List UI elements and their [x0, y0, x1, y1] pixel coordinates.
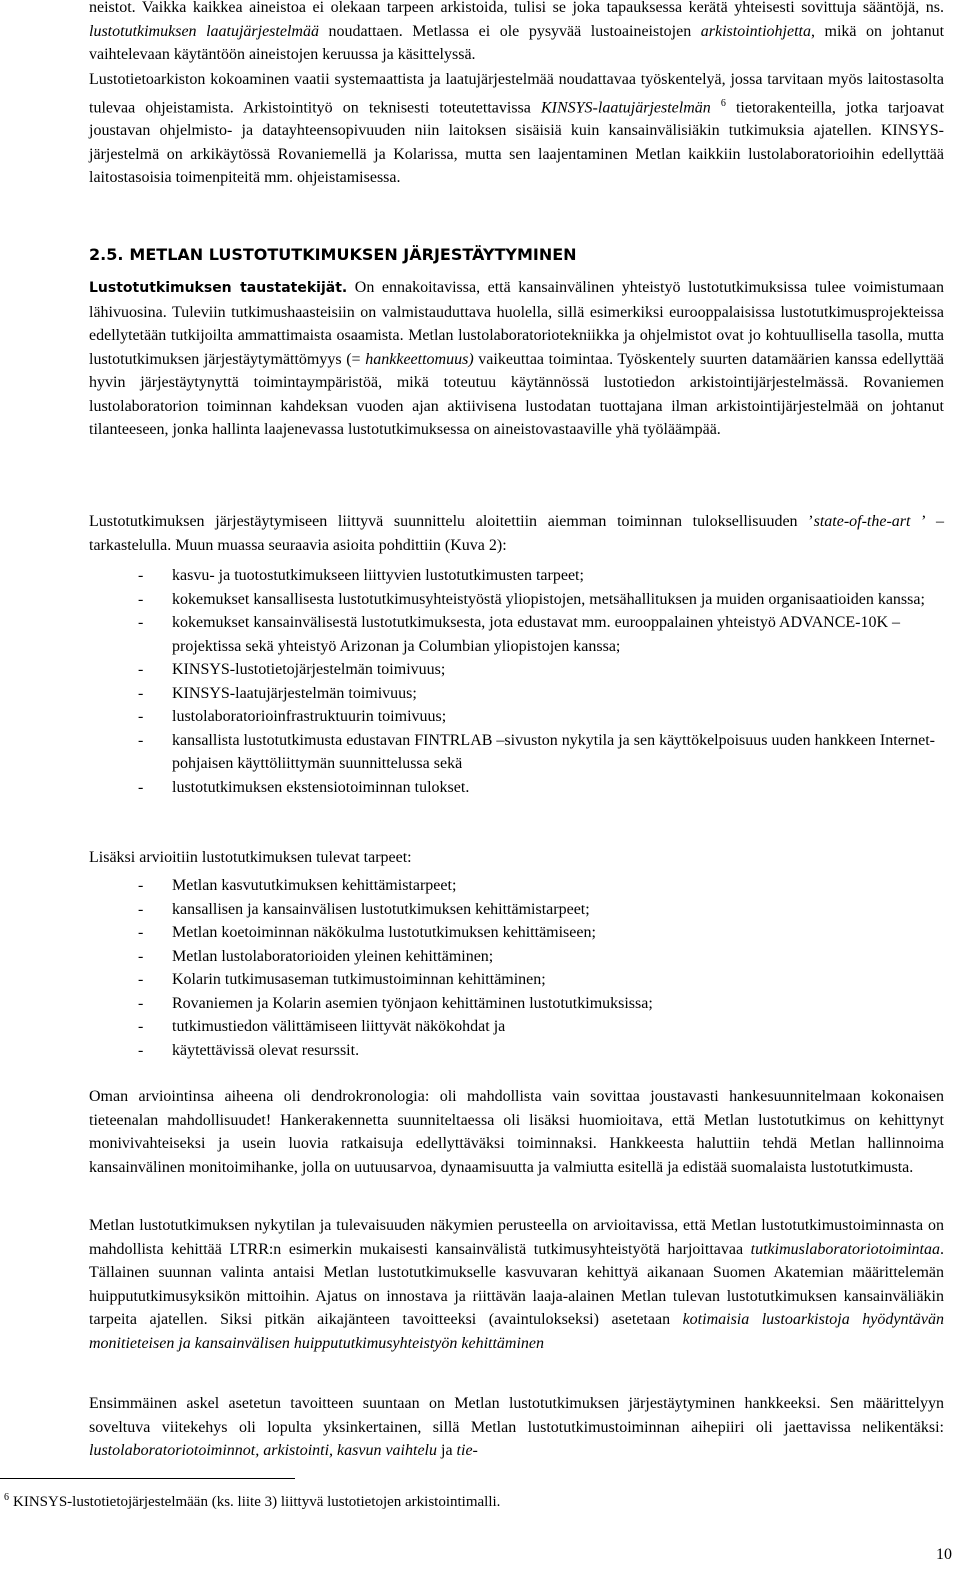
background-emphasis: hankkeettomuus): [365, 350, 474, 368]
first-step-text: Ensimmäinen askel asetetun tavoitteen suuntaan on Metlan lustotutkimuksen järjestäytyminen hankkeeksi. Sen määrittelyyn soveltuva viitekehys oli lopulta yksinkertainen, sillä Metlan lustotutkimustoiminnan aihepiiri oli jaettavissa nelikentäksi:: [89, 1395, 944, 1436]
list-item: - lustolaboratorioinfrastruktuurin toimivuus;: [138, 705, 938, 729]
list-item: - Rovaniemen ja Kolarin asemien työnjaon kehittäminen lustotutkimuksissa;: [138, 992, 938, 1016]
list-item: - KINSYS-laatujärjestelmän toimivuus;: [138, 682, 938, 706]
list-item: - kokemukset kansallisesta lustotutkimusyhteistyöstä yliopistojen, metsähallituksen ja muiden organisaatioiden kanssa;: [138, 588, 938, 612]
list-item: - Metlan lustolaboratorioiden yleinen kehittäminen;: [138, 945, 938, 969]
needs-list: [138, 874, 938, 1062]
intro-emphasis: lustotutkimuksen laatujärjestelmää: [89, 22, 319, 40]
intro-text-b: noudattaen. Metlassa ei ole pysyvää lustoaineistojen: [328, 22, 692, 40]
footnote-ref: 6: [720, 97, 726, 109]
planning-text: Lustotutkimuksen järjestäytymiseen liittyvä suunnittelu aloitettiin aiemman toiminnan tuloksellisuuden ’: [89, 513, 814, 530]
first-step-emphasis-2: tie-: [456, 1442, 478, 1459]
first-step-text-b: ja: [441, 1442, 453, 1459]
future-text-b: . Tällainen suunnan valinta antaisi Metlan lustotutkimukselle kasvuvaran kehittyä aikanaan Suomen Akatemian määrittelemän huippututkimusyksikön mittoihin. Ajatus on innostava ja riittävän laaja-alainen Metlan tulevan lustotutkimuksen kansainväliäkin tarpeita ajatellen. Siksi pitkän aikajänteen tavoitteeksi (avaintulokseksi) asetetaan: [89, 1240, 944, 1328]
list-item: - Metlan kasvututkimuksen kehittämistarpeet;: [138, 874, 938, 898]
planning-paragraph: [89, 510, 944, 557]
first-step-paragraph: [89, 1392, 944, 1463]
section-number: 2.5.: [89, 245, 124, 264]
footnote-marker: 6: [4, 1492, 9, 1503]
kinsys-emphasis: KINSYS-laatujärjestelmän: [540, 98, 711, 116]
list-item: - tutkimustiedon välittämiseen liittyvät näkökohdat ja: [138, 1015, 938, 1039]
kinsys-text: Lustotietoarkiston kokoaminen vaatii systemaattista ja laatujärjestelmää noudattavaa työskentelyä, jossa tarvitaan myös laitostasolta tulevaa ohjeistamista. Arkistointityö on teknisesti toteutettavissa: [89, 71, 944, 116]
considerations-list: [138, 564, 938, 799]
list-item: - lustotutkimuksen ekstensiotoiminnan tulokset.: [138, 776, 938, 800]
kinsys-text-b: tietorakenteilla, jotka tarjoavat joustavan ohjelmisto- ja datayhteensopivuuden niin laitoksen sisäisiä kuin kansainvälisiäkin tutkimuksia ajatellen. KINSYS-järjestelmä on arkikäytössä Rovaniemellä ja Kolarissa, mutta sen laajentaminen Metlan kaikkiin lustolaboratorioihin edellyttää laitostasoisia toimenpiteitä mm. ohjeistamisessa.: [89, 98, 945, 187]
page-number: 10: [936, 1546, 952, 1563]
list-item: - kansallista lustotutkimusta edustavan FINTRLAB –sivuston nykytila ja sen käyttökelpoisuus uuden hankkeen Internet-pohjaisen käyttöliittymän suunnittelussa sekä: [138, 729, 938, 776]
list-item: - kokemukset kansainvälisestä lustotutkimuksesta, jota edustavat mm. eurooppalainen yhteistyö ADVANCE-10K –projektissa sekä yhteistyö Arizonan ja Columbian yliopistojen kanssa;: [138, 611, 938, 658]
list-item: - Kolarin tutkimusaseman tutkimustoiminnan kehittäminen;: [138, 968, 938, 992]
intro-emphasis-2: arkistointiohjetta: [700, 22, 811, 40]
background-text-b: vaikeuttaa toimintaa. Työskentely suurten datamäärien kanssa edellyttää hyvin järjestäytynyttä toimintaympäristöä, mikä toteutuu käytännössä lustotiedon arkistointijärjestelmässä. Rovaniemen lustolaboratorion toiminnan kahdeksan vuoden ajan aktiivisena lustodatan tuottajana ilman arkistointijärjestelmää on johtanut tilanteeseen, jonka hallinta laajenevassa lustotutkimuksessa on aineistovastaaville yhä työläämpää.: [89, 350, 945, 438]
future-emphasis-2: kotimaisia lustoarkistoja hyödyntävän monitieteisen ja kansainvälisen huippututkimusyhteistyön kehittäminen: [89, 1311, 944, 1352]
section-heading: [89, 245, 577, 264]
background-text: On ennakoitavissa, että kansainvälinen yhteistyö lustotutkimuksissa tulee voimistumaan lähivuosina. Tuleviin tutkimushaasteisiin on valmistauduttava huolella, sillä esimerkiksi eurooppalaisissa lustotutkimusprojekteissa edellytetään tutkijoilta ammattimaista osaamista. Metlan lustolaboratoriotekniikka ja ohjelmistot ovat jo kohtuullisella tasolla, mutta lustotutkimuksen järjestäytymättömyys (=: [89, 279, 944, 368]
list-item: - KINSYS-lustotietojärjestelmän toimivuus;: [138, 658, 938, 682]
footnote-rule: [0, 1478, 295, 1479]
footnote-text: KINSYS-lustotietojärjestelmään (ks. liite 3) liittyvä lustotietojen arkistointimalli.: [13, 1494, 501, 1510]
run-in-heading: Lustotutkimuksen taustatekijät.: [89, 280, 348, 296]
kinsys-paragraph: [89, 68, 944, 190]
planning-text-b: ’ –tarkastelulla. Muun muassa seuraavia asioita pohdittiin (Kuva 2):: [89, 513, 945, 554]
intro-text-c: , mikä on johtanut vaihtelevaan käytäntöön aineistojen keruussa ja käsittelyssä.: [89, 22, 945, 63]
future-text: Metlan lustotutkimuksen nykytilan ja tulevaisuuden näkymien perusteella on arvioitavissa, että Metlan lustotutkimustoiminnasta on mahdollista kehittää LTRR:n esimerkin mukaisesti kansainvälistä tutkimusyhteistyötä harjoittavaa: [89, 1217, 944, 1258]
first-step-emphasis: lustolaboratoriotoiminnot, arkistointi, kasvun vaihtelu: [89, 1442, 437, 1459]
intro-paragraph: [89, 0, 944, 67]
dendrochronology-paragraph: Oman arviointinsa aiheena oli dendrokronologia: oli mahdollista vain sovittaa joustavasti hankesuunnitelmaan kokonaisen tieteenalan mahdollisuudet! Hankerakennetta suunniteltaessa oli lisäksi huomioitava, että Metlan lustotutkimus on kehittynyt monivivahteiseksi ja usein luovia ratkaisuja edellyttäväksi toiminnaksi. Hankkeesta haluttiin tehdä Metlan hallinnoima kansainvälinen monitoimihanke, jolla on uutuusarvoa, dynaamisuutta ja valmiutta esitellä ja edistää suomalaista lustotutkimusta.: [89, 1088, 944, 1176]
list-item: - kasvu- ja tuotostutkimukseen liittyvien lustotutkimusten tarpeet;: [138, 564, 938, 588]
list-item: - kansallisen ja kansainvälisen lustotutkimuksen kehittämistarpeet;: [138, 898, 938, 922]
footnote: [4, 1487, 500, 1513]
list-item: - Metlan koetoiminnan näkökulma lustotutkimuksen kehittämiseen;: [138, 921, 938, 945]
needs-intro: Lisäksi arvioitiin lustotutkimuksen tulevat tarpeet:: [89, 849, 412, 866]
background-paragraph: [89, 276, 944, 442]
planning-emphasis: state-of-the-art: [813, 513, 911, 530]
future-emphasis: tutkimuslaboratoriotoimintaa: [750, 1240, 940, 1258]
future-paragraph: [89, 1214, 944, 1355]
list-item: - käytettävissä olevat resurssit.: [138, 1039, 938, 1063]
intro-text: neistot. Vaikka kaikkea aineistoa ei olekaan tarpeen arkistoida, tulisi se joka tapauksessa kerätä yhteisesti sovittuja sääntöjä, ns.: [89, 0, 944, 16]
section-title: METLAN LUSTOTUTKIMUKSEN JÄRJESTÄYTYMINEN: [129, 245, 577, 264]
